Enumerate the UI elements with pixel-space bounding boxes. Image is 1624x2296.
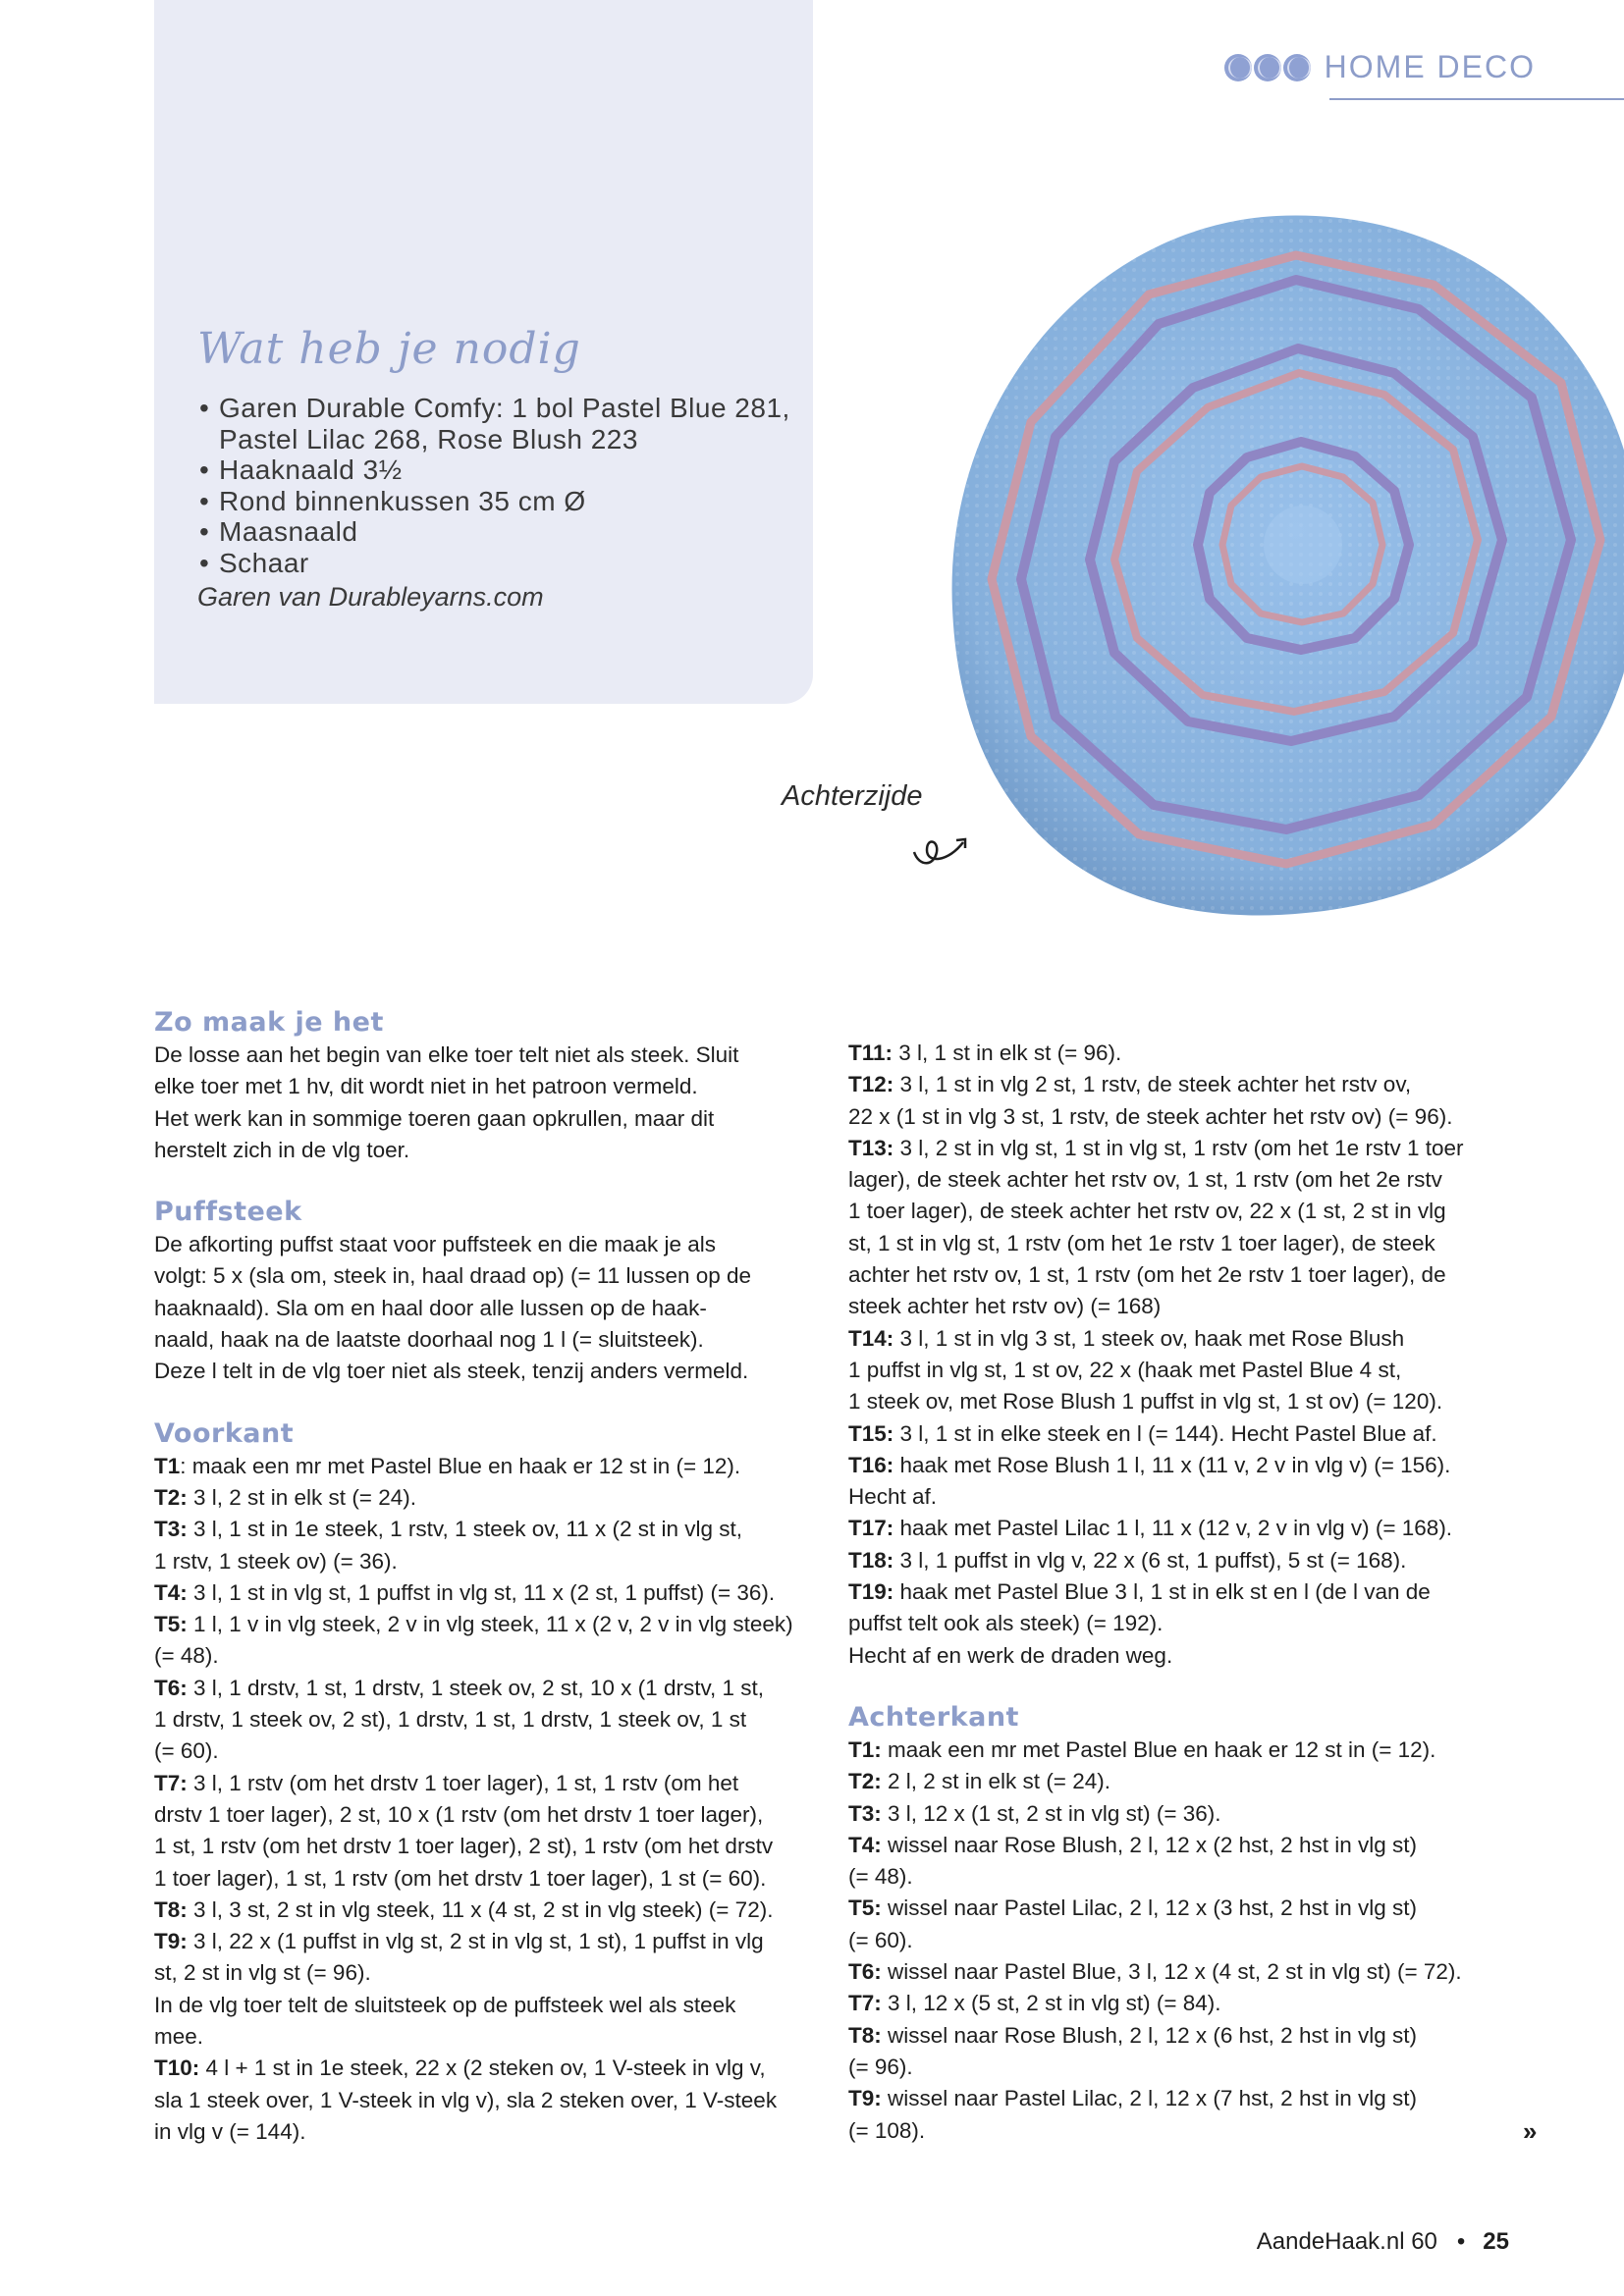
round-text: 1 steek ov, met Rose Blush 1 puffst in vlg st, 1 st ov) (= 120). — [848, 1389, 1443, 1415]
round-label: T4: — [848, 1832, 882, 1857]
instruction-row — [848, 1101, 1506, 1133]
instruction-row — [848, 1450, 1506, 1481]
round-text: steek achter het rstv ov) (= 168) — [848, 1294, 1162, 1319]
round-text: 3 l, 1 st in vlg 2 st, 1 rstv, de steek achter het rstv ov, — [893, 1072, 1412, 1097]
round-label: T14: — [848, 1325, 894, 1351]
round-label: T5: — [154, 1612, 188, 1637]
materials-item: • Schaar — [197, 548, 790, 579]
paragraph-line: elke toer met 1 hv, dit wordt niet in het patroon vermeld. — [154, 1074, 698, 1099]
round-text: in vlg v (= 144). — [154, 2118, 306, 2144]
instruction-row — [848, 1861, 1506, 1893]
round-label: T7: — [154, 1770, 188, 1795]
instruction-row — [154, 2053, 822, 2084]
round-text: 1 l, 1 v in vlg steek, 2 v in vlg steek, 11 x (2 v, 2 v in vlg steek) — [187, 1612, 793, 1637]
round-label: T9: — [154, 1929, 188, 1954]
instruction-row — [848, 1925, 1506, 1956]
round-label: T19: — [848, 1579, 894, 1605]
instruction-row — [848, 2052, 1506, 2083]
instruction-row — [154, 1799, 822, 1831]
page-footer — [1257, 2228, 1509, 2256]
round-text: lager), de steek achter het rstv ov, 1 st, 1 rstv (om het 2e rstv — [848, 1167, 1442, 1193]
round-text: 3 l, 1 st in 1e steek, 1 rstv, 1 steek ov, 11 x (2 st in vlg st, — [187, 1517, 742, 1542]
page-number: 25 — [1483, 2228, 1509, 2255]
paragraph-line: volgt: 5 x (sla om, steek in, haal draad op) (= 11 lussen op de — [154, 1263, 752, 1289]
paragraph-line: herstelt zich in de vlg toer. — [154, 1137, 410, 1162]
instruction-row — [154, 1577, 822, 1609]
instruction-row — [848, 2083, 1506, 2114]
round-text: wissel naar Pastel Lilac, 2 l, 12 x (3 hst, 2 hst in vlg st) — [881, 1896, 1417, 1921]
instruction-row — [154, 1957, 822, 1989]
instruction-row — [848, 1798, 1506, 1830]
instruction-row — [154, 1735, 822, 1767]
round-label: T12: — [848, 1072, 894, 1097]
instruction-row — [154, 1640, 822, 1672]
round-text: 1 toer lager), de steek achter het rstv ov, 22 x (1 st, 2 st in vlg — [848, 1199, 1446, 1224]
round-text: wissel naar Pastel Lilac, 2 l, 12 x (7 hst, 2 hst in vlg st) — [881, 2086, 1417, 2111]
instructions-right-column — [848, 1038, 1506, 2147]
instruction-row — [848, 1735, 1506, 1766]
round-text: mee. — [154, 2024, 204, 2050]
paragraph-line: De losse aan het begin van elke toer telt niet als steek. Sluit — [154, 1042, 739, 1067]
section-header — [1224, 49, 1536, 85]
instructions-left-column — [154, 1006, 822, 2148]
round-text: achter het rstv ov, 1 st, 1 rstv (om het 2e rstv 1 toer lager), de — [848, 1262, 1446, 1288]
instruction-row — [848, 1386, 1506, 1417]
round-text: : maak een mr met Pastel Blue en haak er 12 st in (= 12). — [180, 1453, 741, 1478]
round-text: 3 l, 1 st in vlg st, 1 puffst in vlg st, 11 x (2 st, 1 puffst) (= 36). — [187, 1579, 776, 1605]
round-label: T1: — [848, 1736, 882, 1762]
round-label: T9: — [848, 2086, 882, 2111]
instruction-row — [848, 1513, 1506, 1544]
round-text: wissel naar Pastel Blue, 3 l, 12 x (4 st, 2 st in vlg st) (= 72). — [881, 1959, 1462, 1985]
paragraph-line: Deze l telt in de vlg toer niet als steek, tenzij anders vermeld. — [154, 1359, 749, 1384]
materials-item: • Haaknaald 3½ — [197, 454, 790, 486]
round-text: maak een mr met Pastel Blue en haak er 12 st in (= 12). — [881, 1736, 1436, 1762]
instruction-row — [848, 1893, 1506, 1924]
round-label: T11: — [848, 1041, 893, 1065]
round-text: 1 rstv, 1 steek ov) (= 36). — [154, 1548, 398, 1574]
instruction-row — [154, 1546, 822, 1577]
photo-caption: Achterzijde — [782, 780, 923, 812]
round-text: 3 l, 1 st in vlg 3 st, 1 steek ov, haak met Rose Blush — [893, 1325, 1405, 1351]
instruction-row — [154, 1482, 822, 1514]
round-text: (= 60). — [848, 1927, 913, 1952]
round-label: T15: — [848, 1420, 894, 1446]
pillow-photo — [923, 187, 1624, 933]
round-text: 3 l, 1 rstv (om het drstv 1 toer lager), 1 st, 1 rstv (om het — [187, 1770, 739, 1795]
instruction-row — [154, 1704, 822, 1735]
instruction-row — [848, 1291, 1506, 1322]
instruction-row — [154, 2085, 822, 2116]
round-text: drstv 1 toer lager), 2 st, 10 x (1 rstv (om het drstv 1 toer lager), — [154, 1801, 764, 1827]
round-label: T8: — [848, 2022, 882, 2048]
instruction-row — [848, 1640, 1506, 1672]
round-label: T13: — [848, 1135, 894, 1160]
instruction-row — [848, 1133, 1506, 1164]
instruction-row — [154, 2021, 822, 2053]
instruction-row — [848, 1196, 1506, 1227]
round-text: Hecht af. — [848, 1484, 938, 1510]
instruction-row — [848, 1418, 1506, 1450]
round-text: Hecht af en werk de draden weg. — [848, 1642, 1173, 1668]
round-text: 3 l, 1 st in elke steek en l (= 144). Hecht Pastel Blue af. — [893, 1420, 1437, 1446]
instruction-row — [848, 1956, 1506, 1988]
round-text: 3 l, 1 drstv, 1 st, 1 drstv, 1 steek ov, 2 st, 10 x (1 drstv, 1 st, — [187, 1675, 765, 1700]
materials-item: • Rond binnenkussen 35 cm Ø — [197, 486, 790, 517]
instruction-row — [154, 1609, 822, 1640]
round-label: T17: — [848, 1516, 894, 1541]
section-heading: Voorkant — [154, 1417, 295, 1449]
instruction-row — [848, 1608, 1506, 1639]
instruction-row — [154, 1514, 822, 1545]
round-label: T18: — [848, 1547, 894, 1573]
round-text: wissel naar Rose Blush, 2 l, 12 x (2 hst, 2 hst in vlg st) — [881, 1832, 1417, 1857]
instruction-row — [154, 1895, 822, 1926]
instruction-row — [848, 1355, 1506, 1386]
paragraph-line: naald, haak na de laatste doorhaal nog 1 l (= sluitsteek). — [154, 1327, 704, 1353]
instruction-row — [848, 1988, 1506, 2019]
round-text: 2 l, 2 st in elk st (= 24). — [881, 1769, 1110, 1794]
round-label: T4: — [154, 1579, 188, 1605]
round-label: T3: — [154, 1517, 188, 1542]
yarn-balls-icon — [1224, 54, 1311, 81]
instruction-row — [848, 2020, 1506, 2052]
instruction-row — [848, 1545, 1506, 1576]
yarn-source: Garen van Durableyarns.com — [197, 582, 544, 612]
round-label: T16: — [848, 1452, 894, 1477]
instruction-row — [154, 2116, 822, 2148]
instruction-row — [848, 1069, 1506, 1100]
round-text: puffst telt ook als steek) (= 192). — [848, 1611, 1164, 1636]
round-text: 4 l + 1 st in 1e steek, 22 x (2 steken ov, 1 V-steek in vlg v, — [199, 2056, 766, 2081]
instruction-row — [848, 1766, 1506, 1797]
round-label: T2: — [154, 1484, 188, 1510]
round-text: 3 l, 1 st in elk st (= 96). — [893, 1041, 1122, 1065]
paragraph-line: haaknaald). Sla om en haal door alle lussen op de haak- — [154, 1295, 707, 1320]
instruction-row — [154, 1673, 822, 1704]
round-text: (= 48). — [154, 1643, 219, 1669]
section-heading: Zo maak je het — [154, 1007, 384, 1038]
instruction-row — [154, 1990, 822, 2021]
materials-title: Wat heb je nodig — [197, 324, 581, 374]
curly-arrow-icon — [909, 823, 978, 872]
instruction-row — [848, 1576, 1506, 1608]
instruction-row — [848, 1830, 1506, 1861]
round-label: T5: — [848, 1896, 882, 1921]
instruction-row — [848, 2115, 1506, 2147]
round-text: 3 l, 2 st in elk st (= 24). — [187, 1484, 416, 1510]
continue-marker: » — [1523, 2116, 1538, 2146]
round-text: 3 l, 3 st, 2 st in vlg steek, 11 x (4 st, 2 st in vlg steek) (= 72). — [187, 1896, 774, 1922]
instruction-row — [848, 1259, 1506, 1291]
round-label: T6: — [154, 1675, 188, 1700]
round-text: st, 1 st in vlg st, 1 rstv (om het 1e rstv 1 toer lager), de steek — [848, 1230, 1435, 1255]
round-text: 1 st, 1 rstv (om het drstv 1 toer lager), 2 st), 1 rstv (om het drstv — [154, 1834, 774, 1859]
instruction-row — [848, 1481, 1506, 1513]
round-text: 1 puffst in vlg st, 1 st ov, 22 x (haak met Pastel Blue 4 st, — [848, 1357, 1402, 1382]
round-text: 1 toer lager), 1 st, 1 rstv (om het drstv 1 toer lager), 1 st (= 60). — [154, 1865, 767, 1891]
section-heading: Achterkant — [848, 1701, 1019, 1733]
round-label: T7: — [848, 1991, 882, 2016]
round-text: (= 60). — [154, 1738, 219, 1764]
round-text: (= 48). — [848, 1864, 913, 1890]
round-text: 3 l, 12 x (5 st, 2 st in vlg st) (= 84). — [881, 1991, 1221, 2016]
round-text: 3 l, 12 x (1 st, 2 st in vlg st) (= 36). — [881, 1800, 1221, 1826]
round-text: 1 drstv, 1 steek ov, 2 st), 1 drstv, 1 st, 1 drstv, 1 steek ov, 1 st — [154, 1707, 747, 1733]
round-text: 3 l, 1 puffst in vlg v, 22 x (6 st, 1 puffst), 5 st (= 168). — [893, 1547, 1407, 1573]
round-text: 3 l, 22 x (1 puffst in vlg st, 2 st in vlg st, 1 st), 1 puffst in vlg — [187, 1929, 764, 1954]
round-text: haak met Pastel Lilac 1 l, 11 x (12 v, 2 v in vlg v) (= 168). — [893, 1516, 1453, 1541]
round-text: st, 2 st in vlg st (= 96). — [154, 1960, 371, 1986]
instruction-row — [154, 1926, 822, 1957]
round-text: (= 108). — [848, 2117, 926, 2143]
instruction-row — [154, 1768, 822, 1799]
instruction-row — [848, 1164, 1506, 1196]
instruction-row — [154, 1831, 822, 1862]
section-heading: Puffsteek — [154, 1197, 302, 1228]
round-label: T2: — [848, 1769, 882, 1794]
materials-list — [197, 393, 790, 578]
paragraph-line: De afkorting puffst staat voor puffsteek en die maak je als — [154, 1232, 716, 1257]
round-text: wissel naar Rose Blush, 2 l, 12 x (6 hst, 2 hst in vlg st) — [881, 2022, 1417, 2048]
round-text: In de vlg toer telt de sluitsteek op de puffsteek wel als steek — [154, 1992, 736, 2017]
round-label: T6: — [848, 1959, 882, 1985]
instruction-row — [848, 1228, 1506, 1259]
footer-separator: • — [1456, 2228, 1466, 2255]
magazine-name: AandeHaak.nl 60 — [1256, 2228, 1437, 2255]
round-text: sla 1 steek over, 1 V-steek in vlg v), sla 2 steken over, 1 V-steek — [154, 2087, 778, 2112]
header-rule — [1329, 98, 1624, 100]
materials-item: • Garen Durable Comfy: 1 bol Pastel Blue 281, Pastel Lilac 268, Rose Blush 223 — [197, 393, 790, 454]
materials-item: • Maasnaald — [197, 516, 790, 548]
round-label: T3: — [848, 1800, 882, 1826]
instruction-row — [848, 1323, 1506, 1355]
round-text: haak met Rose Blush 1 l, 11 x (11 v, 2 v in vlg v) (= 156). — [893, 1452, 1451, 1477]
round-label: T1 — [154, 1453, 181, 1478]
section-label: HOME DECO — [1324, 49, 1536, 84]
round-text: haak met Pastel Blue 3 l, 1 st in elk st en l (de l van de — [893, 1579, 1431, 1605]
paragraph-line: Het werk kan in sommige toeren gaan opkrullen, maar dit — [154, 1105, 715, 1131]
round-text: 22 x (1 st in vlg 3 st, 1 rstv, de steek achter het rstv ov) (= 96). — [848, 1103, 1453, 1129]
instruction-row — [848, 1038, 1506, 1069]
round-text: (= 96). — [848, 2054, 913, 2079]
instruction-row — [154, 1451, 822, 1482]
round-label: T10: — [154, 2056, 200, 2081]
instruction-row — [154, 1863, 822, 1895]
round-label: T8: — [154, 1896, 188, 1922]
round-text: 3 l, 2 st in vlg st, 1 st in vlg st, 1 rstv (om het 1e rstv 1 toer — [893, 1135, 1464, 1160]
